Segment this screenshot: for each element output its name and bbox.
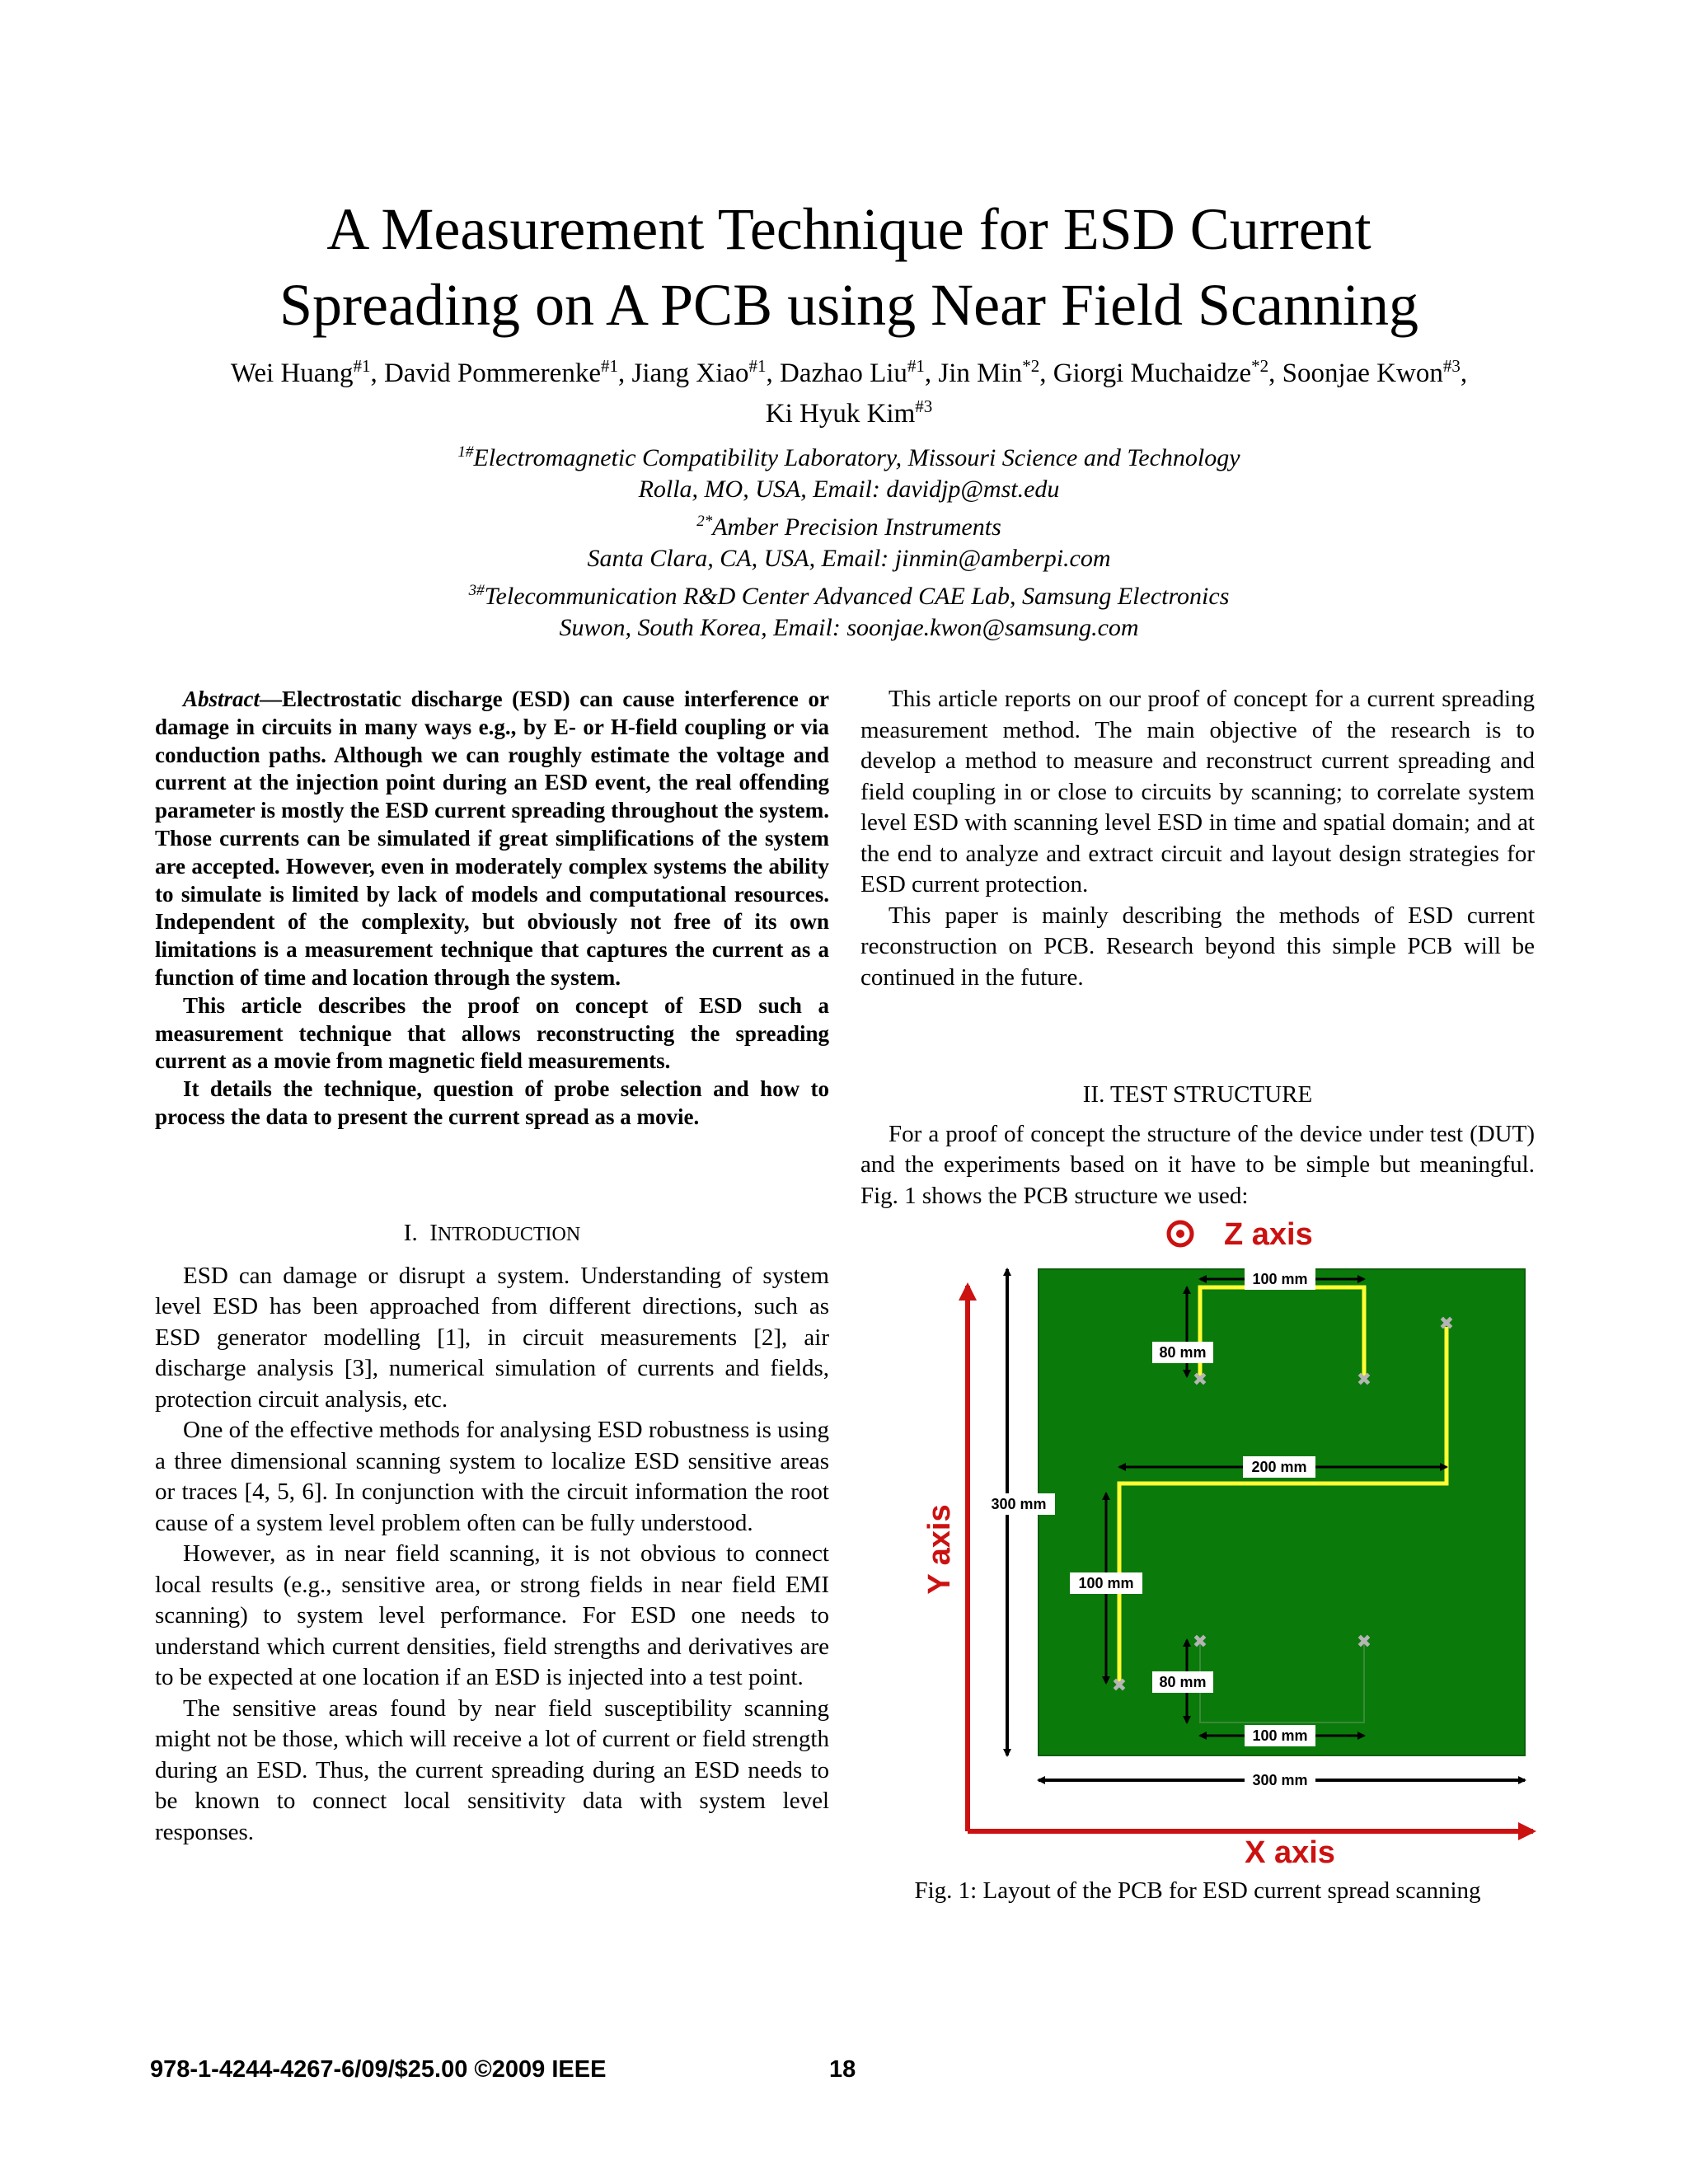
dimension-label: 200 mm bbox=[1251, 1459, 1307, 1475]
test-point-marker: ✖ bbox=[1356, 1631, 1372, 1652]
author: Wei Huang$^{\#1}$, bbox=[230, 356, 384, 388]
author: David Pommerenke$^{\#1}$, bbox=[383, 356, 632, 388]
author: Jin Min$^{*2}$, bbox=[938, 356, 1053, 388]
section-heading: I. INTRODUCTION bbox=[403, 1220, 581, 1246]
y-axis-label: Y axis bbox=[922, 1504, 957, 1595]
author: Dazhao Liu$^{\#1}$, bbox=[780, 356, 939, 388]
right-intro bbox=[860, 684, 1535, 993]
author-list bbox=[124, 349, 1574, 430]
abstract-paragraph: —Electrostatic discharge (ESD) can cause interference or damage in circuits in many ways e.g., by E- or H-field coupling or via conduction paths. Although we can roughly estimate the voltage and current at the injection point during an ESD event, the real offending parameter is mostly the ESD current spreading throughout the system. Those currents can be simulated if great simplifications of the system are accepted. However, even in moderately complex systems the ability to simulate is limited by lack of models and computational resources. Independent of the complexity, but obviously not free of its own limitations is a measurement technique that captures the current as a function of time and location through the system. bbox=[155, 687, 829, 990]
footer-copyright: 978-1-4244-4267-6/09/$25.00 ©2009 IEEE bbox=[150, 2056, 607, 2083]
abstract bbox=[155, 686, 829, 1132]
dimension-label: 80 mm bbox=[1159, 1344, 1207, 1361]
body-paragraph: This paper is mainly describing the methods of ESD current reconstruction on PCB. Research beyond this simple PCB will be continued in the future. bbox=[860, 902, 1535, 991]
affiliation-2: $^{2*}$Amber Precision Instruments Santa Clara, CA, USA, Email: jinmin@amberpi.com bbox=[587, 513, 1111, 572]
title-line-1: A Measurement Technique for ESD Current bbox=[326, 196, 1372, 262]
z-axis-label: Z axis bbox=[1224, 1217, 1313, 1252]
figure-caption: Fig. 1: Layout of the PCB for ESD current spread scanning bbox=[914, 1877, 1481, 1904]
pcb-layout-figure bbox=[907, 1212, 1550, 1879]
author: Ki Hyuk Kim$^{\#3}$ bbox=[765, 396, 933, 429]
test-point-marker: ✖ bbox=[1438, 1313, 1455, 1333]
test-point-marker: ✖ bbox=[1192, 1631, 1208, 1652]
dimension-label: 300 mm bbox=[1252, 1772, 1308, 1788]
author: Jiang Xiao$^{\#1}$, bbox=[631, 356, 781, 388]
introduction-section bbox=[155, 1218, 829, 1848]
abstract-label: Abstract bbox=[183, 687, 260, 711]
dimension-label: 300 mm bbox=[991, 1496, 1047, 1512]
abstract-paragraph: This article describes the proof on concept of ESD such a measurement technique that allows reconstructing the spreading current as a movie from magnetic field measurements. bbox=[155, 992, 829, 1074]
dimension-label: 100 mm bbox=[1252, 1271, 1308, 1287]
paper-title bbox=[124, 191, 1574, 343]
affiliation-1: $^{1\#}$Electromagnetic Compatibility Laboratory, Missouri Science and Technology Rolla, MO, USA, Email: davidjp@mst.edu bbox=[457, 443, 1240, 503]
body-paragraph: However, as in near field scanning, it is not obvious to connect local results (e.g., sensitive area, or strong fields in near field EMI scanning) to system level performance. For ESD one needs to understand which current densities, field strengths and derivatives are to be expected at one location if an ESD is injected into a test point. bbox=[155, 1540, 829, 1690]
test-point-marker: ✖ bbox=[1192, 1369, 1208, 1390]
dimension-label: 100 mm bbox=[1078, 1575, 1134, 1591]
test-point-marker: ✖ bbox=[1111, 1675, 1128, 1695]
x-axis-label: X axis bbox=[1245, 1835, 1335, 1870]
body-paragraph: This article reports on our proof of concept for a current spreading measurement method. The main objective of the research is to develop a method to measure and reconstruct current spreading and field coupling in or close to circuits by scanning; to correlate system level ESD with scanning level ESD in time and spatial domain; and at the end to analyze and extract circuit and layout design strategies for ESD current protection. bbox=[860, 686, 1535, 898]
section-heading: II. TEST STRUCTURE bbox=[1082, 1081, 1313, 1108]
abstract-paragraph: It details the technique, question of probe selection and how to process the data to present the current spread as a movie. bbox=[155, 1076, 829, 1129]
body-paragraph: One of the effective methods for analysing ESD robustness is using a three dimensional scanning system to localize ESD sensitive areas or traces [4, 5, 6]. In conjunction with the circuit information the root cause of a system level problem often can be fully understood. bbox=[155, 1417, 829, 1536]
test-structure-section bbox=[860, 1080, 1535, 1212]
test-point-marker: ✖ bbox=[1356, 1369, 1372, 1390]
body-paragraph: For a proof of concept the structure of the device under test (DUT) and the experiments based on it have to be simple but meaningful. Fig. 1 shows the PCB structure we used: bbox=[860, 1120, 1535, 1209]
affiliation-3: $^{3\#}$Telecommunication R&D Center Advanced CAE Lab, Samsung Electronics Suwon, South Korea, Email: soonjae.kwon@samsung.com bbox=[468, 582, 1230, 641]
dimension-label: 80 mm bbox=[1159, 1674, 1207, 1690]
dimension-label: 100 mm bbox=[1252, 1727, 1308, 1744]
author: Giorgi Muchaidze$^{*2}$, bbox=[1053, 356, 1282, 388]
author: Soonjae Kwon$^{\#3}$, bbox=[1282, 356, 1468, 388]
page-number: 18 bbox=[829, 2056, 856, 2083]
title-line-2: Spreading on A PCB using Near Field Scanning bbox=[279, 272, 1418, 338]
body-paragraph: The sensitive areas found by near field susceptibility scanning might not be those, which will receive a lot of current or field strength during an ESD. Thus, the current spreading during an ESD needs to be known to connect local sensitivity data with system level responses. bbox=[155, 1694, 829, 1845]
body-paragraph: ESD can damage or disrupt a system. Understanding of system level ESD has been approached from different directions, such as ESD generator modelling [1], in circuit measurements [2], air discharge analysis [3], numerical simulation of currents and fields, protection circuit analysis, etc. bbox=[155, 1262, 829, 1413]
